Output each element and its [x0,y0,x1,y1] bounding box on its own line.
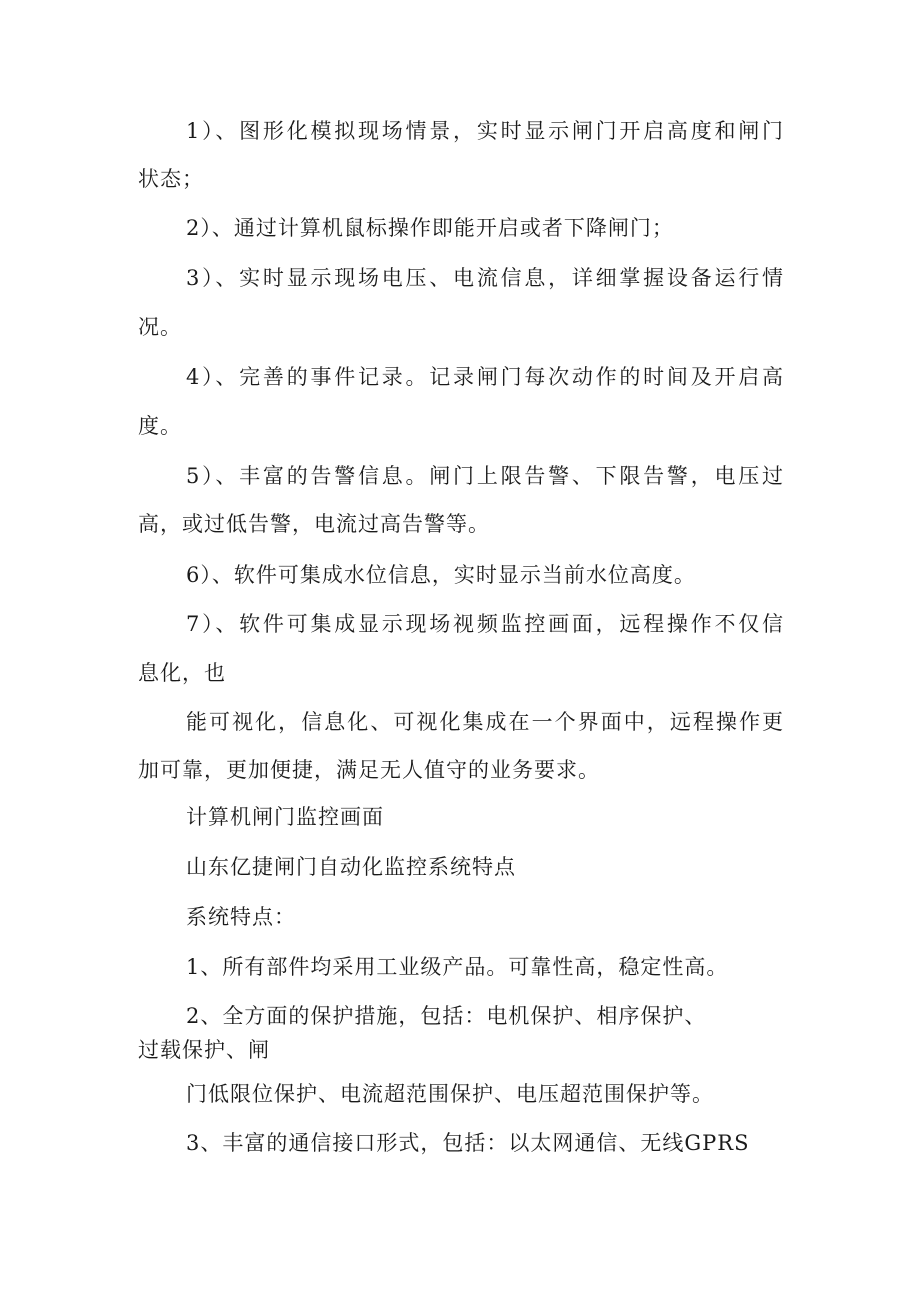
point-2-line-2: 过载保护、闸 [138,1038,270,1062]
feature-5-line-1: 5）、丰富的告警信息。闸门上限告警、下限告警，电压过 [186,464,784,488]
feature-6-line: 6）、软件可集成水位信息，实时显示当前水位高度。 [186,563,696,587]
feature-7-line-3: 能可视化，信息化、可视化集成在一个界面中，远程操作更 [186,710,784,734]
feature-1-line-2: 状态； [138,167,204,191]
caption-monitor-screen: 计算机闸门监控画面 [186,805,384,829]
feature-4-line-2: 度。 [138,414,182,438]
section-heading: 山东亿捷闸门自动化监控系统特点 [186,855,516,879]
subheading-features: 系统特点： [186,905,296,929]
point-2-line-1: 2、全方面的保护措施，包括：电机保护、相序保护、 [186,1004,707,1028]
point-1-line: 1、所有部件均采用工业级产品。可靠性高，稳定性高。 [186,955,729,979]
point-3-line: 3、丰富的通信接口形式，包括：以太网通信、无线GPRS [186,1131,750,1155]
feature-1-line-1: 1）、图形化模拟现场情景，实时显示闸门开启高度和闸门 [186,119,784,143]
feature-7-line-2: 息化，也 [138,661,226,685]
point-2-line-3: 门低限位保护、电流超范围保护、电压超范围保护等。 [186,1082,714,1106]
feature-4-line-1: 4）、完善的事件记录。记录闸门每次动作的时间及开启高 [186,365,784,389]
feature-7-line-4: 加可靠，更加便捷，满足无人值守的业务要求。 [138,758,600,782]
feature-5-line-2: 高，或过低告警，电流过高告警等。 [138,512,490,536]
feature-3-line-2: 况。 [138,315,182,339]
feature-7-line-1: 7）、软件可集成显示现场视频监控画面，远程操作不仅信 [186,612,784,636]
feature-3-line-1: 3）、实时显示现场电压、电流信息，详细掌握设备运行情 [186,266,784,290]
feature-2-line: 2）、通过计算机鼠标操作即能开启或者下降闸门； [186,216,674,240]
